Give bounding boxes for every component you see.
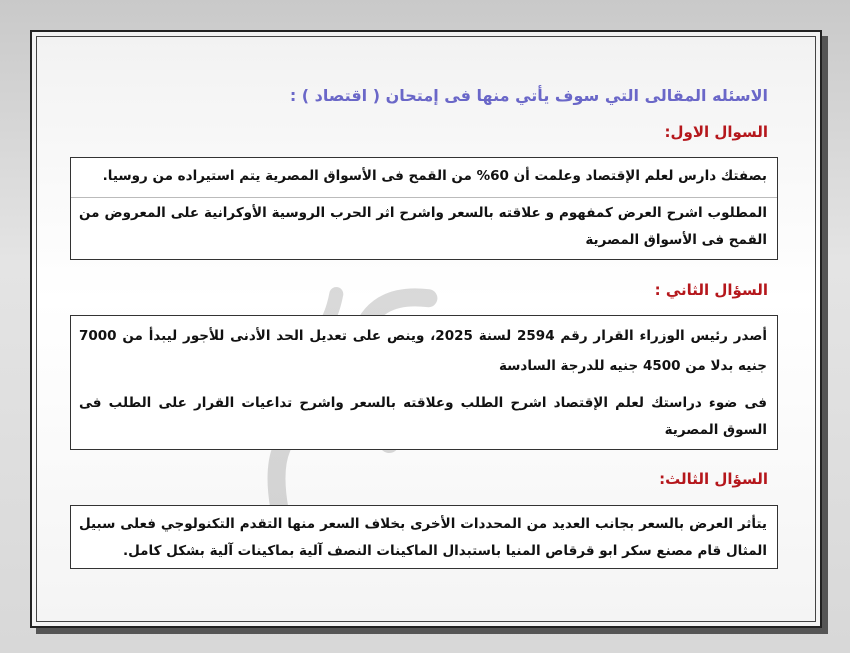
question-2-line-2: فى ضوء دراستك لعلم الإقتصاد اشرح الطلب وعلاقته بالسعر واشرح تداعيات القرار على الطلب فى السوق المصرية	[79, 395, 767, 438]
question-1-line-2: المطلوب اشرح العرض كمفهوم و علاقته بالسعر واشرح اثر الحرب الروسية الأوكرانية على المعروض من القمح فى الأسواق المصرية	[79, 205, 767, 248]
question-3-line-1: يتأثر العرض بالسعر بجانب العديد من المحددات الأخرى بخلاف السعر منها التقدم التكنولوجي فعلى سبيل المثال قام مصنع سكر ابو قرقاص المنيا باستبدال الماكينات النصف آلية بماكينات آلية بشكل كامل.	[79, 516, 767, 559]
question-3-label: السؤال الثالث:	[659, 470, 768, 488]
page-title: الاسئله المقالى التي سوف يأتي منها فى إمتحان ( اقتصاد ) :	[289, 86, 768, 105]
question-2-line-1: أصدر رئيس الوزراء القرار رقم 2594 لسنة 2025، وينص على تعديل الحد الأدنى للأجور ليبدأ من 7000 جنيه بدلا من 4500 جنيه للدرجة السادسة	[79, 328, 767, 374]
question-2-box	[70, 315, 778, 450]
question-1-label: السوال الاول:	[664, 123, 768, 141]
question-2-label: السؤال الثاني :	[654, 281, 768, 299]
question-1-box	[70, 157, 778, 260]
question-1-line-1: بصفتك دارس لعلم الإقتصاد وعلمت أن 60% من القمح فى الأسواق المصرية يتم استيراده من روسيا.	[102, 168, 767, 184]
question-3-box	[70, 505, 778, 569]
